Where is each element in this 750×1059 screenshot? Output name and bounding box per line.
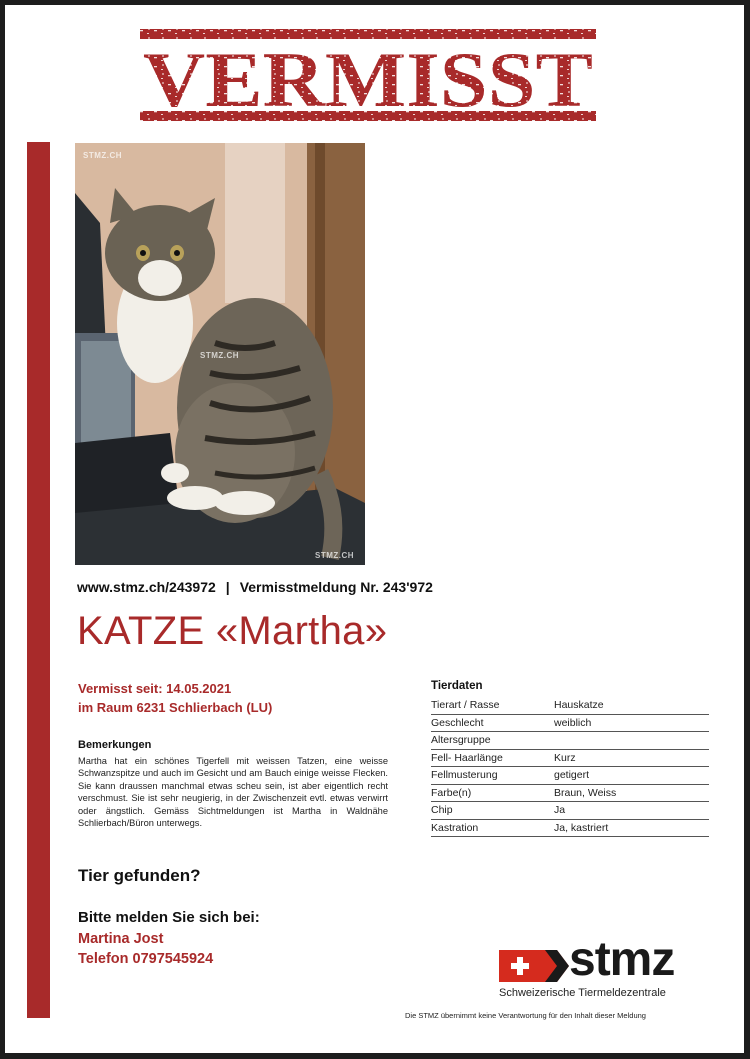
stmz-logo — [499, 933, 714, 1002]
row-value: Braun, Weiss — [554, 784, 709, 802]
contact-phone[interactable]: Telefon 0797545924 — [78, 951, 214, 967]
poster-page — [5, 5, 744, 1053]
table-row — [431, 697, 709, 714]
accent-sidebar — [27, 142, 50, 1018]
photo-watermark-mid: STMZ.CH — [200, 351, 240, 360]
animal-headline: KATZE «Martha» — [77, 609, 388, 653]
table-row — [431, 819, 709, 837]
missing-area: im Raum 6231 Schlierbach (LU) — [78, 700, 273, 715]
table-row — [431, 802, 709, 820]
missing-info — [78, 679, 272, 717]
table-row — [431, 784, 709, 802]
row-value: Ja — [554, 802, 709, 820]
report-url-link[interactable]: www.stmz.ch/243972 — [77, 579, 216, 595]
row-value: getigert — [554, 767, 709, 785]
reference-separator: | — [225, 579, 230, 595]
row-label: Tierart / Rasse — [431, 697, 554, 714]
disclaimer: Die STMZ übernimmt keine Verantwortung für den Inhalt dieser Meldung — [405, 1011, 646, 1020]
photo-watermark-top: STMZ.CH — [83, 151, 123, 160]
contact-name: Martina Jost — [78, 931, 164, 947]
animal-data-table — [431, 697, 709, 837]
row-value: Hauskatze — [554, 697, 709, 714]
row-value: Ja, kastriert — [554, 819, 709, 837]
row-label: Kastration — [431, 819, 554, 837]
row-label: Fell- Haarlänge — [431, 749, 554, 767]
row-label: Geschlecht — [431, 714, 554, 732]
logo-subtitle: Schweizerische Tiermeldezentrale — [499, 987, 666, 999]
table-row — [431, 749, 709, 767]
row-label: Fellmusterung — [431, 767, 554, 785]
photo-watermark-bottom: STMZ.CH — [315, 551, 355, 560]
table-row — [431, 714, 709, 732]
stamp-text: VERMISST — [143, 36, 593, 123]
row-label: Altersgruppe — [431, 732, 554, 750]
found-question: Tier gefunden? — [78, 866, 201, 885]
row-label: Farbe(n) — [431, 784, 554, 802]
swiss-flag-icon — [499, 950, 569, 982]
row-label: Chip — [431, 802, 554, 820]
remarks-text: Martha hat ein schönes Tigerfell mit weissen Tatzen, eine weisse Schwanzspitze und auch im Gesicht und am Bauch einige weisse Flecken. Sie kann draussen manchmal etwas scheu sein, ist aber eigentlich recht verschmust. Sie ist sehr neugierig, in der Zwischenzeit evtl. etwas verwirrt oder ängstlich. Gemäss Sichtmeldungen ist Martha in Waldnähe Schlierbach/Büron unterwegs. — [78, 756, 388, 829]
contact-details — [78, 929, 213, 969]
table-row — [431, 732, 709, 750]
row-value: Kurz — [554, 749, 709, 767]
animal-data-title: Tierdaten — [431, 680, 483, 692]
table-row — [431, 767, 709, 785]
missing-since: Vermisst seit: 14.05.2021 — [78, 681, 232, 696]
remarks-heading: Bemerkungen — [78, 739, 152, 751]
logo-wordmark: stmz — [569, 933, 675, 986]
contact-heading: Bitte melden Sie sich bei: — [78, 909, 260, 926]
cat-photo — [75, 143, 365, 565]
report-number: Vermisstmeldung Nr. 243'972 — [239, 579, 433, 595]
reference-line — [77, 579, 433, 595]
vermisst-stamp — [138, 27, 598, 123]
row-value: weiblich — [554, 714, 709, 732]
row-value — [554, 732, 709, 750]
